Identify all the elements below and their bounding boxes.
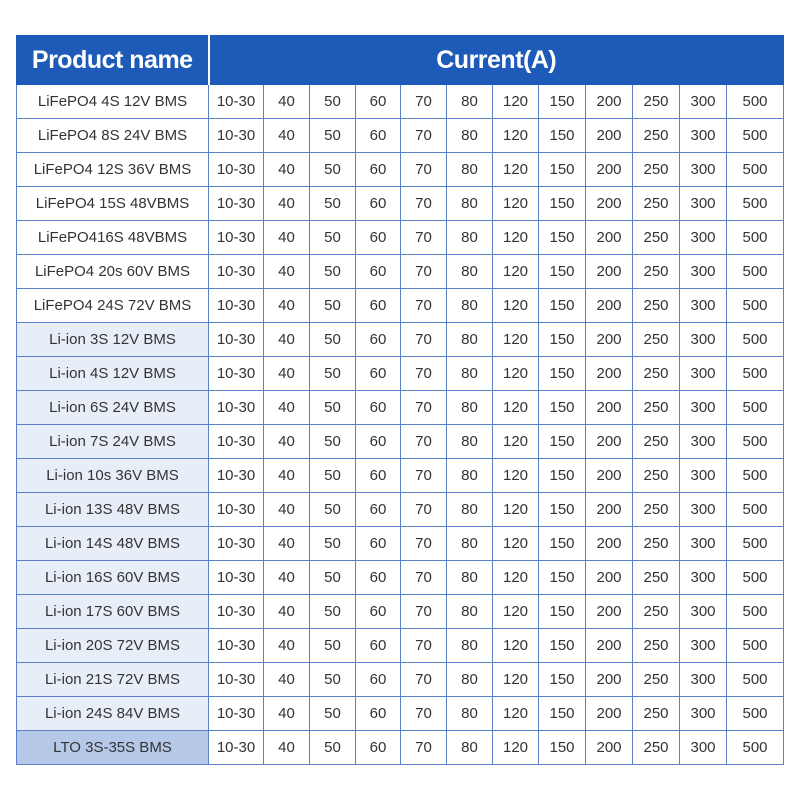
current-cell: 10-30 bbox=[209, 255, 264, 289]
current-cell: 120 bbox=[493, 289, 539, 323]
current-cell: 150 bbox=[539, 459, 586, 493]
current-cell: 50 bbox=[310, 255, 356, 289]
current-cell: 250 bbox=[633, 119, 680, 153]
current-cell: 40 bbox=[264, 289, 310, 323]
current-cell: 200 bbox=[586, 425, 633, 459]
current-cell: 200 bbox=[586, 459, 633, 493]
current-cell: 60 bbox=[356, 289, 401, 323]
current-cell: 300 bbox=[680, 391, 727, 425]
current-cell: 80 bbox=[447, 391, 493, 425]
current-cell: 250 bbox=[633, 187, 680, 221]
current-cell: 300 bbox=[680, 187, 727, 221]
current-cell: 200 bbox=[586, 187, 633, 221]
table-row bbox=[17, 289, 784, 323]
current-cell: 80 bbox=[447, 595, 493, 629]
current-cell: 60 bbox=[356, 357, 401, 391]
current-cell: 10-30 bbox=[209, 323, 264, 357]
current-cell: 10-30 bbox=[209, 119, 264, 153]
current-cell: 60 bbox=[356, 595, 401, 629]
product-name-cell: Li-ion 14S 48V BMS bbox=[17, 527, 209, 561]
current-cell: 200 bbox=[586, 85, 633, 119]
current-cell: 200 bbox=[586, 153, 633, 187]
current-cell: 40 bbox=[264, 119, 310, 153]
current-cell: 250 bbox=[633, 221, 680, 255]
current-cell: 250 bbox=[633, 357, 680, 391]
current-cell: 50 bbox=[310, 357, 356, 391]
current-cell: 10-30 bbox=[209, 731, 264, 765]
table-row bbox=[17, 459, 784, 493]
current-cell: 200 bbox=[586, 731, 633, 765]
current-cell: 60 bbox=[356, 153, 401, 187]
current-cell: 60 bbox=[356, 731, 401, 765]
current-cell: 50 bbox=[310, 595, 356, 629]
current-cell: 150 bbox=[539, 425, 586, 459]
current-cell: 50 bbox=[310, 425, 356, 459]
current-cell: 50 bbox=[310, 561, 356, 595]
product-name-cell: Li-ion 4S 12V BMS bbox=[17, 357, 209, 391]
current-cell: 120 bbox=[493, 425, 539, 459]
table-row bbox=[17, 357, 784, 391]
table-row bbox=[17, 85, 784, 119]
current-cell: 150 bbox=[539, 323, 586, 357]
product-name-cell: LiFePO4 4S 12V BMS bbox=[17, 85, 209, 119]
table-row bbox=[17, 323, 784, 357]
current-cell: 50 bbox=[310, 221, 356, 255]
current-cell: 10-30 bbox=[209, 391, 264, 425]
table-body bbox=[17, 85, 784, 765]
current-cell: 60 bbox=[356, 323, 401, 357]
current-cell: 500 bbox=[727, 221, 784, 255]
current-cell: 120 bbox=[493, 697, 539, 731]
current-cell: 70 bbox=[401, 561, 447, 595]
table-row bbox=[17, 595, 784, 629]
table-row bbox=[17, 527, 784, 561]
current-cell: 300 bbox=[680, 85, 727, 119]
current-cell: 250 bbox=[633, 697, 680, 731]
current-cell: 40 bbox=[264, 85, 310, 119]
current-cell: 200 bbox=[586, 323, 633, 357]
current-cell: 40 bbox=[264, 663, 310, 697]
current-cell: 120 bbox=[493, 85, 539, 119]
current-cell: 120 bbox=[493, 323, 539, 357]
current-cell: 70 bbox=[401, 731, 447, 765]
current-cell: 300 bbox=[680, 357, 727, 391]
current-cell: 200 bbox=[586, 255, 633, 289]
current-cell: 300 bbox=[680, 629, 727, 663]
current-cell: 40 bbox=[264, 561, 310, 595]
current-cell: 150 bbox=[539, 527, 586, 561]
current-cell: 150 bbox=[539, 119, 586, 153]
current-cell: 200 bbox=[586, 391, 633, 425]
current-cell: 250 bbox=[633, 425, 680, 459]
current-cell: 80 bbox=[447, 663, 493, 697]
table-row bbox=[17, 153, 784, 187]
current-cell: 80 bbox=[447, 187, 493, 221]
current-cell: 500 bbox=[727, 425, 784, 459]
product-name-cell: LiFePO4 20s 60V BMS bbox=[17, 255, 209, 289]
bms-current-table bbox=[16, 35, 784, 765]
current-cell: 120 bbox=[493, 153, 539, 187]
current-cell: 40 bbox=[264, 187, 310, 221]
current-cell: 80 bbox=[447, 527, 493, 561]
current-cell: 70 bbox=[401, 85, 447, 119]
current-cell: 50 bbox=[310, 459, 356, 493]
product-name-cell: Li-ion 10s 36V BMS bbox=[17, 459, 209, 493]
current-cell: 10-30 bbox=[209, 561, 264, 595]
current-cell: 120 bbox=[493, 255, 539, 289]
current-cell: 200 bbox=[586, 561, 633, 595]
current-cell: 80 bbox=[447, 85, 493, 119]
current-cell: 200 bbox=[586, 663, 633, 697]
current-cell: 120 bbox=[493, 493, 539, 527]
current-cell: 500 bbox=[727, 663, 784, 697]
current-cell: 50 bbox=[310, 323, 356, 357]
current-cell: 80 bbox=[447, 221, 493, 255]
current-cell: 120 bbox=[493, 629, 539, 663]
current-cell: 80 bbox=[447, 459, 493, 493]
current-cell: 60 bbox=[356, 493, 401, 527]
current-cell: 200 bbox=[586, 119, 633, 153]
table-row bbox=[17, 663, 784, 697]
current-cell: 300 bbox=[680, 255, 727, 289]
current-cell: 70 bbox=[401, 255, 447, 289]
current-cell: 500 bbox=[727, 255, 784, 289]
current-cell: 70 bbox=[401, 527, 447, 561]
current-cell: 40 bbox=[264, 697, 310, 731]
current-cell: 50 bbox=[310, 493, 356, 527]
current-cell: 500 bbox=[727, 357, 784, 391]
current-cell: 40 bbox=[264, 493, 310, 527]
current-cell: 200 bbox=[586, 221, 633, 255]
current-cell: 200 bbox=[586, 629, 633, 663]
current-cell: 10-30 bbox=[209, 697, 264, 731]
current-cell: 500 bbox=[727, 731, 784, 765]
product-name-cell: LTO 3S-35S BMS bbox=[17, 731, 209, 765]
current-cell: 70 bbox=[401, 663, 447, 697]
current-cell: 70 bbox=[401, 391, 447, 425]
current-cell: 80 bbox=[447, 289, 493, 323]
current-cell: 40 bbox=[264, 391, 310, 425]
current-cell: 40 bbox=[264, 459, 310, 493]
product-name-cell: Li-ion 7S 24V BMS bbox=[17, 425, 209, 459]
product-name-cell: Li-ion 6S 24V BMS bbox=[17, 391, 209, 425]
current-cell: 500 bbox=[727, 697, 784, 731]
table-row bbox=[17, 629, 784, 663]
current-cell: 10-30 bbox=[209, 85, 264, 119]
current-cell: 150 bbox=[539, 697, 586, 731]
current-cell: 70 bbox=[401, 697, 447, 731]
current-cell: 10-30 bbox=[209, 595, 264, 629]
current-cell: 250 bbox=[633, 255, 680, 289]
table-row bbox=[17, 255, 784, 289]
current-cell: 250 bbox=[633, 561, 680, 595]
current-cell: 80 bbox=[447, 731, 493, 765]
current-cell: 80 bbox=[447, 697, 493, 731]
current-cell: 200 bbox=[586, 289, 633, 323]
current-cell: 80 bbox=[447, 323, 493, 357]
current-cell: 500 bbox=[727, 391, 784, 425]
current-cell: 300 bbox=[680, 459, 727, 493]
product-name-cell: Li-ion 3S 12V BMS bbox=[17, 323, 209, 357]
current-cell: 500 bbox=[727, 595, 784, 629]
current-cell: 500 bbox=[727, 153, 784, 187]
current-cell: 500 bbox=[727, 561, 784, 595]
current-cell: 500 bbox=[727, 459, 784, 493]
product-name-header: Product name bbox=[17, 36, 209, 85]
current-cell: 150 bbox=[539, 255, 586, 289]
current-cell: 120 bbox=[493, 221, 539, 255]
current-cell: 10-30 bbox=[209, 527, 264, 561]
current-cell: 250 bbox=[633, 391, 680, 425]
current-cell: 60 bbox=[356, 459, 401, 493]
current-cell: 300 bbox=[680, 221, 727, 255]
table-row bbox=[17, 221, 784, 255]
current-cell: 150 bbox=[539, 493, 586, 527]
current-cell: 150 bbox=[539, 595, 586, 629]
current-cell: 50 bbox=[310, 153, 356, 187]
current-cell: 500 bbox=[727, 289, 784, 323]
current-cell: 120 bbox=[493, 561, 539, 595]
current-cell: 500 bbox=[727, 85, 784, 119]
current-cell: 200 bbox=[586, 595, 633, 629]
current-cell: 80 bbox=[447, 493, 493, 527]
product-name-cell: LiFePO4 24S 72V BMS bbox=[17, 289, 209, 323]
product-name-cell: Li-ion 13S 48V BMS bbox=[17, 493, 209, 527]
current-cell: 120 bbox=[493, 731, 539, 765]
current-cell: 10-30 bbox=[209, 289, 264, 323]
current-cell: 150 bbox=[539, 289, 586, 323]
current-cell: 150 bbox=[539, 187, 586, 221]
current-cell: 50 bbox=[310, 85, 356, 119]
current-cell: 50 bbox=[310, 289, 356, 323]
current-cell: 10-30 bbox=[209, 493, 264, 527]
current-cell: 70 bbox=[401, 153, 447, 187]
current-cell: 500 bbox=[727, 527, 784, 561]
current-cell: 60 bbox=[356, 697, 401, 731]
current-cell: 250 bbox=[633, 595, 680, 629]
current-cell: 60 bbox=[356, 85, 401, 119]
current-cell: 70 bbox=[401, 221, 447, 255]
current-cell: 70 bbox=[401, 493, 447, 527]
current-cell: 80 bbox=[447, 425, 493, 459]
current-cell: 500 bbox=[727, 493, 784, 527]
current-cell: 200 bbox=[586, 527, 633, 561]
current-cell: 50 bbox=[310, 663, 356, 697]
current-cell: 500 bbox=[727, 323, 784, 357]
current-cell: 500 bbox=[727, 119, 784, 153]
current-cell: 50 bbox=[310, 731, 356, 765]
current-cell: 200 bbox=[586, 697, 633, 731]
current-cell: 40 bbox=[264, 595, 310, 629]
current-cell: 70 bbox=[401, 425, 447, 459]
current-cell: 150 bbox=[539, 391, 586, 425]
product-name-cell: LiFePO4 8S 24V BMS bbox=[17, 119, 209, 153]
current-cell: 80 bbox=[447, 561, 493, 595]
current-cell: 40 bbox=[264, 357, 310, 391]
current-cell: 80 bbox=[447, 255, 493, 289]
current-cell: 150 bbox=[539, 629, 586, 663]
current-cell: 70 bbox=[401, 289, 447, 323]
table-row bbox=[17, 391, 784, 425]
table-row bbox=[17, 697, 784, 731]
table-row bbox=[17, 731, 784, 765]
current-cell: 40 bbox=[264, 527, 310, 561]
product-name-cell: LiFePO416S 48VBMS bbox=[17, 221, 209, 255]
current-cell: 70 bbox=[401, 629, 447, 663]
current-cell: 10-30 bbox=[209, 187, 264, 221]
current-cell: 300 bbox=[680, 527, 727, 561]
current-cell: 120 bbox=[493, 119, 539, 153]
table-header-row bbox=[17, 36, 784, 85]
current-cell: 40 bbox=[264, 221, 310, 255]
current-cell: 250 bbox=[633, 459, 680, 493]
product-name-cell: Li-ion 20S 72V BMS bbox=[17, 629, 209, 663]
product-name-cell: Li-ion 16S 60V BMS bbox=[17, 561, 209, 595]
current-cell: 10-30 bbox=[209, 357, 264, 391]
current-cell: 70 bbox=[401, 357, 447, 391]
current-cell: 150 bbox=[539, 357, 586, 391]
current-cell: 300 bbox=[680, 697, 727, 731]
current-cell: 40 bbox=[264, 255, 310, 289]
current-cell: 300 bbox=[680, 119, 727, 153]
current-cell: 300 bbox=[680, 323, 727, 357]
current-cell: 40 bbox=[264, 731, 310, 765]
current-cell: 60 bbox=[356, 255, 401, 289]
current-cell: 80 bbox=[447, 119, 493, 153]
product-name-cell: LiFePO4 15S 48VBMS bbox=[17, 187, 209, 221]
table-row bbox=[17, 187, 784, 221]
table-row bbox=[17, 119, 784, 153]
current-cell: 120 bbox=[493, 527, 539, 561]
current-cell: 150 bbox=[539, 153, 586, 187]
current-cell: 40 bbox=[264, 425, 310, 459]
current-cell: 300 bbox=[680, 561, 727, 595]
current-cell: 300 bbox=[680, 663, 727, 697]
current-cell: 40 bbox=[264, 323, 310, 357]
current-cell: 250 bbox=[633, 663, 680, 697]
current-cell: 250 bbox=[633, 85, 680, 119]
current-cell: 150 bbox=[539, 663, 586, 697]
current-cell: 300 bbox=[680, 289, 727, 323]
product-name-cell: Li-ion 24S 84V BMS bbox=[17, 697, 209, 731]
current-cell: 120 bbox=[493, 391, 539, 425]
current-cell: 60 bbox=[356, 425, 401, 459]
current-cell: 50 bbox=[310, 697, 356, 731]
current-cell: 60 bbox=[356, 527, 401, 561]
current-cell: 50 bbox=[310, 119, 356, 153]
current-cell: 120 bbox=[493, 459, 539, 493]
current-cell: 60 bbox=[356, 663, 401, 697]
current-cell: 150 bbox=[539, 731, 586, 765]
current-cell: 120 bbox=[493, 357, 539, 391]
current-cell: 70 bbox=[401, 595, 447, 629]
product-name-cell: Li-ion 21S 72V BMS bbox=[17, 663, 209, 697]
table-row bbox=[17, 425, 784, 459]
current-cell: 150 bbox=[539, 85, 586, 119]
current-cell: 200 bbox=[586, 493, 633, 527]
current-cell: 250 bbox=[633, 527, 680, 561]
current-cell: 120 bbox=[493, 663, 539, 697]
current-cell: 300 bbox=[680, 153, 727, 187]
current-cell: 60 bbox=[356, 187, 401, 221]
current-cell: 60 bbox=[356, 221, 401, 255]
current-cell: 10-30 bbox=[209, 425, 264, 459]
current-cell: 50 bbox=[310, 629, 356, 663]
current-cell: 10-30 bbox=[209, 629, 264, 663]
table-row bbox=[17, 493, 784, 527]
current-cell: 150 bbox=[539, 221, 586, 255]
current-cell: 250 bbox=[633, 629, 680, 663]
current-cell: 200 bbox=[586, 357, 633, 391]
current-cell: 70 bbox=[401, 187, 447, 221]
current-cell: 250 bbox=[633, 323, 680, 357]
current-cell: 500 bbox=[727, 187, 784, 221]
current-cell: 50 bbox=[310, 527, 356, 561]
current-cell: 10-30 bbox=[209, 221, 264, 255]
current-cell: 10-30 bbox=[209, 459, 264, 493]
product-name-cell: LiFePO4 12S 36V BMS bbox=[17, 153, 209, 187]
current-cell: 120 bbox=[493, 187, 539, 221]
current-cell: 70 bbox=[401, 323, 447, 357]
current-cell: 300 bbox=[680, 425, 727, 459]
current-cell: 250 bbox=[633, 153, 680, 187]
current-cell: 120 bbox=[493, 595, 539, 629]
current-cell: 60 bbox=[356, 629, 401, 663]
current-cell: 250 bbox=[633, 289, 680, 323]
current-cell: 300 bbox=[680, 731, 727, 765]
current-cell: 50 bbox=[310, 187, 356, 221]
current-cell: 80 bbox=[447, 153, 493, 187]
current-header: Current(A) bbox=[209, 36, 784, 85]
current-cell: 60 bbox=[356, 119, 401, 153]
current-cell: 70 bbox=[401, 459, 447, 493]
current-cell: 300 bbox=[680, 595, 727, 629]
current-cell: 50 bbox=[310, 391, 356, 425]
current-cell: 40 bbox=[264, 153, 310, 187]
current-cell: 250 bbox=[633, 731, 680, 765]
table-row bbox=[17, 561, 784, 595]
current-cell: 300 bbox=[680, 493, 727, 527]
current-cell: 80 bbox=[447, 629, 493, 663]
current-cell: 70 bbox=[401, 119, 447, 153]
current-cell: 10-30 bbox=[209, 663, 264, 697]
current-cell: 250 bbox=[633, 493, 680, 527]
current-cell: 80 bbox=[447, 357, 493, 391]
current-cell: 60 bbox=[356, 391, 401, 425]
current-cell: 10-30 bbox=[209, 153, 264, 187]
product-name-cell: Li-ion 17S 60V BMS bbox=[17, 595, 209, 629]
current-cell: 500 bbox=[727, 629, 784, 663]
current-cell: 40 bbox=[264, 629, 310, 663]
current-cell: 60 bbox=[356, 561, 401, 595]
current-cell: 150 bbox=[539, 561, 586, 595]
